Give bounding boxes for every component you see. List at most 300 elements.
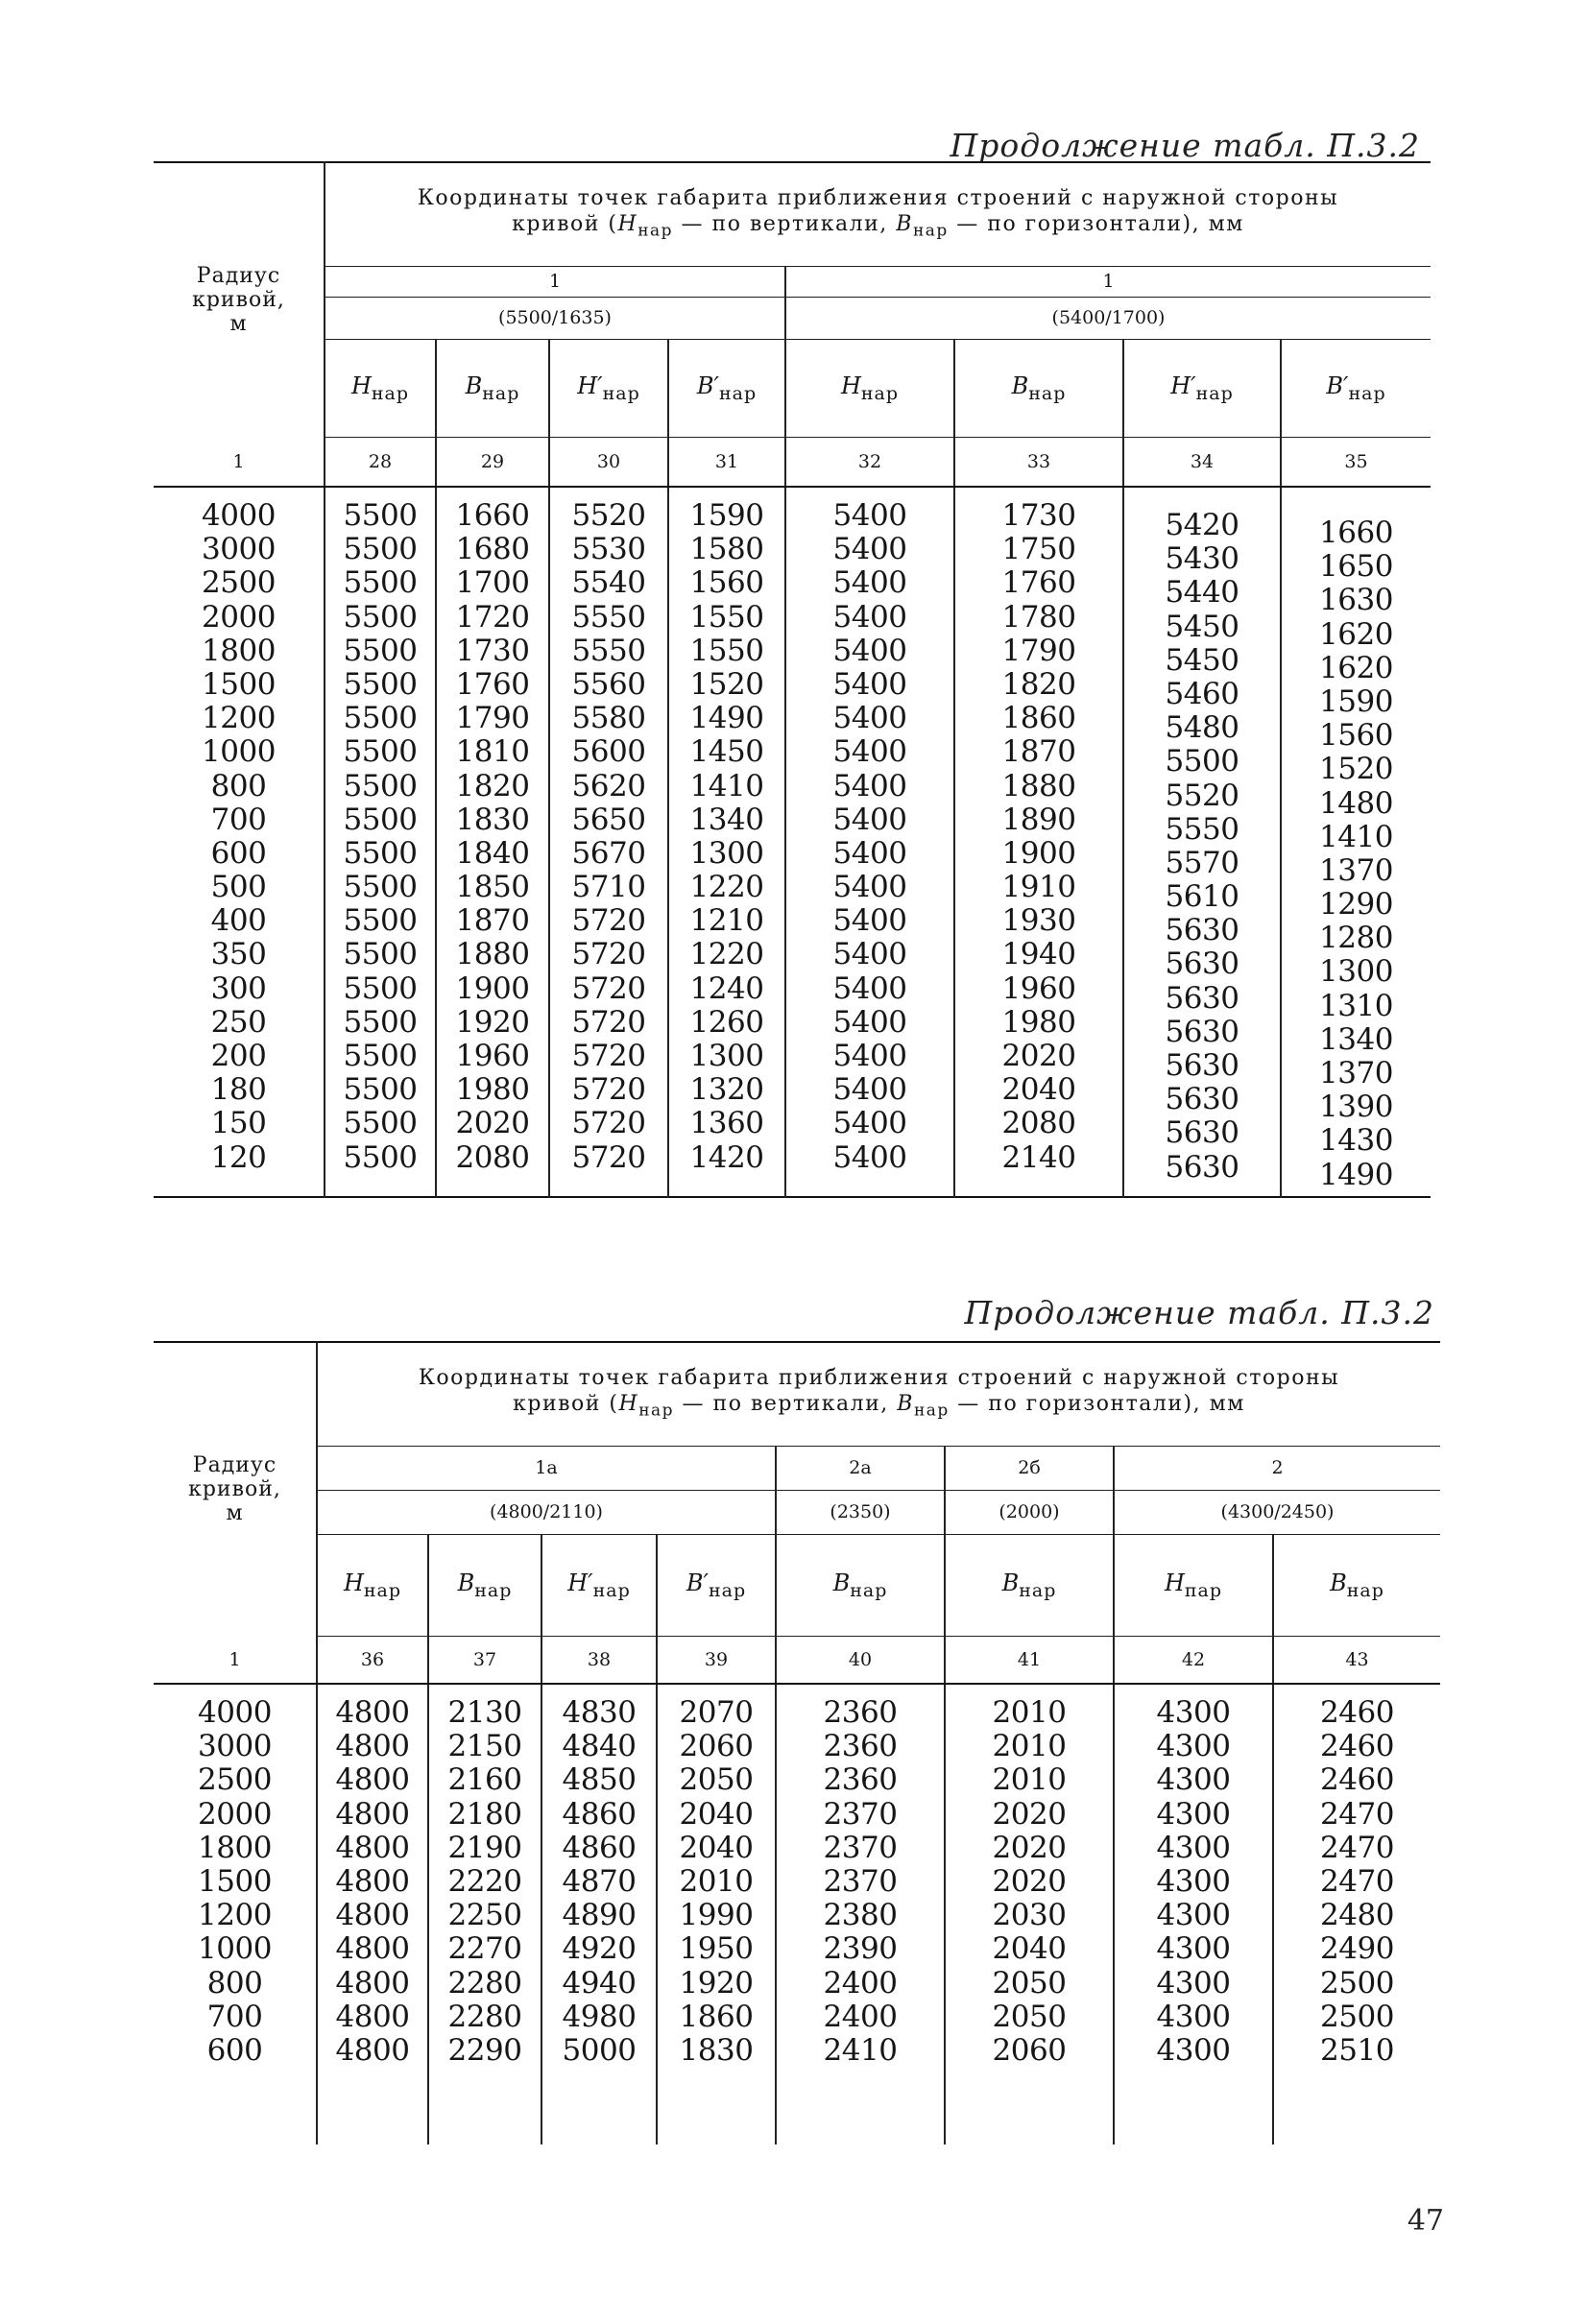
table-cell: 4300 (1156, 1965, 1231, 2001)
table2-sym-40: $B_{нар}$ (776, 1534, 945, 1636)
table2-radius-header: Радиус кривой, м (188, 1453, 281, 1525)
table2-group-2b-dims: (2000) (945, 1490, 1114, 1534)
table-cell: 1000 (198, 1931, 272, 1967)
table-cell: 1310 (1319, 988, 1393, 1023)
table1-caption: Продолжение табл. П.3.2 (950, 127, 1420, 164)
table-cell: 1990 (679, 1898, 754, 1933)
table-cell: 2500 (1320, 1965, 1394, 2001)
table-cell: 1960 (1001, 970, 1076, 1006)
table1-radius-header: Радиус кривой, м (192, 264, 285, 336)
table1-sym-30: $H'_{нар}$ (549, 339, 668, 437)
table-cell: 4300 (1156, 1796, 1231, 1832)
table-cell: 1320 (689, 1072, 764, 1108)
table-cell: 1780 (1001, 599, 1076, 635)
table-cell: 400 (210, 903, 267, 939)
table1-number-row (154, 437, 1431, 487)
table-cell: 2190 (447, 1830, 522, 1865)
table-cell: 1520 (689, 666, 764, 702)
table-cell: 4860 (562, 1796, 637, 1832)
table-cell: 1300 (689, 835, 764, 871)
table-cell: 5420 (1165, 508, 1239, 542)
table-cell: 4800 (335, 1762, 410, 1798)
table-cell: 2460 (1320, 1762, 1394, 1798)
table1-num-31: 31 (668, 437, 785, 487)
table-cell: 5720 (571, 903, 646, 939)
table-cell: 2460 (1320, 1729, 1394, 1764)
table-cell: 4300 (1156, 1830, 1231, 1865)
table-cell: 5500 (343, 666, 418, 702)
table2-number-row (154, 1636, 1440, 1684)
table2-group-1a-dims: (4800/2110) (317, 1490, 776, 1534)
table-cell: 5650 (571, 802, 646, 837)
table-cell: 5520 (1165, 778, 1239, 813)
table-cell: 1580 (689, 532, 764, 567)
table-cell: 4850 (562, 1762, 637, 1798)
table2-radius-col (154, 1684, 317, 2144)
table-cell: 2400 (823, 1999, 898, 2034)
table-cell: 4940 (562, 1965, 637, 2001)
table2-col-41 (945, 1684, 1114, 2144)
table-cell: 1760 (455, 666, 530, 702)
table-cell: 1550 (689, 599, 764, 635)
table-cell: 2290 (447, 2032, 522, 2068)
table-cell: 5500 (343, 835, 418, 871)
table-cell: 5570 (1165, 845, 1239, 880)
table-cell: 2040 (679, 1830, 754, 1865)
table-cell: 2410 (823, 2032, 898, 2068)
table-cell: 1240 (689, 970, 764, 1006)
table1-col-30 (549, 487, 668, 1197)
table-cell: 300 (210, 970, 267, 1006)
table-cell: 1420 (689, 1139, 764, 1175)
table2-group-2b-name: 2б (945, 1446, 1114, 1490)
table2-symbol-row (154, 1534, 1440, 1636)
table-cell: 1280 (1319, 921, 1393, 956)
table-cell: 1900 (455, 970, 530, 1006)
table-cell: 5400 (832, 701, 907, 736)
table-cell: 2020 (992, 1863, 1067, 1899)
table-cell: 2060 (992, 2032, 1067, 2068)
table2-sym-43: $B_{нар}$ (1273, 1534, 1440, 1636)
table-cell: 2010 (679, 1863, 754, 1899)
table-cell: 5400 (832, 802, 907, 837)
table-cell: 2030 (992, 1898, 1067, 1933)
table-cell: 1850 (455, 870, 530, 905)
table-cell: 1370 (1319, 852, 1393, 888)
table2-group-2a-name: 2а (776, 1446, 945, 1490)
table-cell: 4800 (335, 1729, 410, 1764)
table2-group-2-dims: (4300/2450) (1114, 1490, 1440, 1534)
table-cell: 4800 (335, 1830, 410, 1865)
table-cell: 2250 (447, 1898, 522, 1933)
table-cell: 1200 (198, 1898, 272, 1933)
table-cell: 1930 (1001, 903, 1076, 939)
table-cell: 1220 (689, 870, 764, 905)
table2-title-line2: кривой ($H_{нар}$ — по вертикали, $B_{нар}$ — по горизонтали), мм (513, 1391, 1245, 1420)
table1-group-1-dims: (5500/1635) (325, 297, 785, 339)
table1-col-34 (1123, 487, 1281, 1197)
table2-group-1a-name: 1а (317, 1446, 776, 1490)
table-cell: 5550 (571, 633, 646, 668)
table2-num-43: 43 (1273, 1636, 1440, 1684)
table-cell: 1910 (1001, 870, 1076, 905)
table1-num-28: 28 (325, 437, 436, 487)
table-cell: 5720 (571, 1072, 646, 1108)
table1-sym-32: $H_{нар}$ (785, 339, 954, 437)
table-cell: 1410 (1319, 819, 1393, 854)
table2-num-41: 41 (945, 1636, 1114, 1684)
table1-sym-34: $H'_{нар}$ (1123, 339, 1281, 437)
table2-num-36: 36 (317, 1636, 428, 1684)
table-cell: 2150 (447, 1729, 522, 1764)
table-cell: 2500 (202, 565, 276, 601)
table-cell: 1870 (1001, 734, 1076, 770)
table-cell: 1790 (1001, 633, 1076, 668)
table-cell: 4870 (562, 1863, 637, 1899)
table-cell: 4300 (1156, 1762, 1231, 1798)
table1-num-34: 34 (1123, 437, 1281, 487)
table1-col-32 (785, 487, 954, 1197)
table1-col-35 (1281, 487, 1431, 1197)
table1-symbol-row (154, 339, 1431, 437)
table-cell: 4300 (1156, 1729, 1231, 1764)
table-cell: 5670 (571, 835, 646, 871)
table-cell: 5630 (1165, 946, 1239, 982)
table-cell: 5530 (571, 532, 646, 567)
table-cell: 1790 (455, 701, 530, 736)
page-number: 47 (1407, 2204, 1444, 2238)
table-cell: 1300 (1319, 954, 1393, 990)
table-cell: 1290 (1319, 887, 1393, 922)
table-cell: 2280 (447, 1965, 522, 2001)
table-cell: 5720 (571, 937, 646, 972)
table2-num-1: 1 (154, 1636, 317, 1684)
table-cell: 5720 (571, 1106, 646, 1141)
table-cell: 5500 (343, 768, 418, 803)
table2-group-2a-dims: (2350) (776, 1490, 945, 1534)
table-cell: 4980 (562, 1999, 637, 2034)
table-cell: 2020 (455, 1106, 530, 1141)
table-cell: 5720 (571, 1039, 646, 1073)
table-cell: 2140 (1001, 1139, 1076, 1175)
table-cell: 4000 (198, 1695, 272, 1730)
table-cell: 2460 (1320, 1695, 1394, 1730)
table1-title: Координаты точек габарита приближения строений с наружной стороны кривой ($H_{нар}$ — по вертикали, $B_{нар}$ — по горизонтали), мм (325, 162, 1431, 266)
table-cell: 5430 (1165, 541, 1239, 577)
table-cell: 2160 (447, 1762, 522, 1798)
table-cell: 2080 (455, 1139, 530, 1175)
table-cell: 1870 (455, 903, 530, 939)
table-cell: 120 (210, 1139, 267, 1175)
table1-num-35: 35 (1281, 437, 1431, 487)
table-cell: 5520 (571, 498, 646, 533)
table1-num-32: 32 (785, 437, 954, 487)
table-cell: 1590 (1319, 683, 1393, 719)
table-cell: 2360 (823, 1729, 898, 1764)
table-cell: 5400 (832, 970, 907, 1006)
table-cell: 5400 (832, 1106, 907, 1141)
table-cell: 5450 (1165, 609, 1239, 644)
table1-num-1: 1 (154, 437, 325, 487)
table-cell: 1000 (202, 734, 276, 770)
table-cell: 1820 (455, 768, 530, 803)
table-cell: 1720 (455, 599, 530, 635)
table-cell: 5480 (1165, 710, 1239, 746)
table-cell: 5400 (832, 633, 907, 668)
table-cell: 4800 (335, 1965, 410, 2001)
table-cell: 5630 (1165, 1048, 1239, 1083)
table-cell: 5400 (832, 937, 907, 972)
table-cell: 2040 (1001, 1072, 1076, 1108)
table-cell: 800 (206, 1965, 263, 2001)
table-cell: 1860 (1001, 701, 1076, 736)
table-cell: 2280 (447, 1999, 522, 2034)
table-cell: 1200 (202, 701, 276, 736)
table-cell: 4300 (1156, 1898, 1231, 1933)
table2-num-38: 38 (541, 1636, 657, 1684)
table-cell: 3000 (202, 532, 276, 567)
table-cell: 4000 (202, 498, 276, 533)
table-cell: 5400 (832, 1004, 907, 1040)
table-cell: 5630 (1165, 980, 1239, 1016)
table2-num-37: 37 (428, 1636, 541, 1684)
table-cell: 5500 (343, 532, 418, 567)
table-cell: 4300 (1156, 1931, 1231, 1967)
table-cell: 5630 (1165, 1014, 1239, 1049)
table-cell: 2050 (679, 1762, 754, 1798)
table-cell: 1590 (689, 498, 764, 533)
table-cell: 5400 (832, 768, 907, 803)
table2-col-40 (776, 1684, 945, 2144)
table1-col-29 (436, 487, 549, 1197)
table-cell: 5500 (343, 565, 418, 601)
table-cell: 4300 (1156, 1863, 1231, 1899)
table-cell: 5710 (571, 870, 646, 905)
table-cell: 2010 (992, 1695, 1067, 1730)
table-cell: 5500 (343, 498, 418, 533)
table-cell: 250 (210, 1004, 267, 1040)
table-cell: 5500 (343, 701, 418, 736)
table-cell: 4800 (335, 1898, 410, 1933)
table2-col-39 (657, 1684, 776, 2144)
table2-sym-42: $H_{пар}$ (1114, 1534, 1273, 1636)
table-cell: 1960 (455, 1039, 530, 1073)
table-cell: 1750 (1001, 532, 1076, 567)
table-cell: 2470 (1320, 1830, 1394, 1865)
table-cell: 1830 (679, 2032, 754, 2068)
table-cell: 2480 (1320, 1898, 1394, 1933)
table-cell: 2470 (1320, 1796, 1394, 1832)
table1-sym-31: $B'_{нар}$ (668, 339, 785, 437)
table-cell: 5500 (343, 937, 418, 972)
table-cell: 5500 (343, 599, 418, 635)
table-cell: 2370 (823, 1863, 898, 1899)
table-cell: 5630 (1165, 1082, 1239, 1117)
table-cell: 5540 (571, 565, 646, 601)
table-cell: 1220 (689, 937, 764, 972)
table-cell: 5500 (343, 734, 418, 770)
table-cell: 4920 (562, 1931, 637, 1967)
table-cell: 2010 (992, 1729, 1067, 1764)
table-cell: 5400 (832, 870, 907, 905)
table2-col-38 (541, 1684, 657, 2144)
table-cell: 5720 (571, 970, 646, 1006)
table-cell: 1980 (1001, 1004, 1076, 1040)
table-cell: 2220 (447, 1863, 522, 1899)
table2-caption: Продолжение табл. П.3.2 (964, 1294, 1434, 1331)
table-cell: 1430 (1319, 1123, 1393, 1159)
table-cell: 2020 (992, 1830, 1067, 1865)
table2-num-42: 42 (1114, 1636, 1273, 1684)
table1-sym-28: $H_{нар}$ (325, 339, 436, 437)
table2-sym-36: $H_{нар}$ (317, 1534, 428, 1636)
table-cell: 180 (210, 1072, 267, 1108)
table-cell: 1730 (455, 633, 530, 668)
table1-num-30: 30 (549, 437, 668, 487)
table-cell: 150 (210, 1106, 267, 1141)
table-cell: 1300 (689, 1039, 764, 1073)
table-cell: 1840 (455, 835, 530, 871)
table-cell: 1880 (455, 937, 530, 972)
table-cell: 1500 (198, 1863, 272, 1899)
table-cell: 1890 (1001, 802, 1076, 837)
table-cell: 1830 (455, 802, 530, 837)
table-cell: 2080 (1001, 1106, 1076, 1141)
table-cell: 4300 (1156, 1695, 1231, 1730)
table-cell: 1490 (689, 701, 764, 736)
table-cell: 5500 (343, 1004, 418, 1040)
table-cell: 5440 (1165, 575, 1239, 611)
table-cell: 2500 (1320, 1999, 1394, 2034)
table-cell: 1620 (1319, 616, 1393, 652)
table2-sym-38: $H'_{нар}$ (541, 1534, 657, 1636)
table-cell: 2270 (447, 1931, 522, 1967)
table-cell: 5500 (343, 870, 418, 905)
table-cell: 5620 (571, 768, 646, 803)
table-cell: 600 (210, 835, 267, 871)
table-cell: 5580 (571, 701, 646, 736)
table-cell: 1920 (679, 1965, 754, 2001)
table-cell: 4800 (335, 2032, 410, 2068)
table-cell: 5500 (343, 1072, 418, 1108)
table-cell: 5630 (1165, 1149, 1239, 1185)
table-cell: 2040 (679, 1796, 754, 1832)
table-cell: 5400 (832, 532, 907, 567)
table-cell: 1660 (1319, 515, 1393, 550)
table-cell: 1660 (455, 498, 530, 533)
table-cell: 2050 (992, 1999, 1067, 2034)
table-cell: 500 (210, 870, 267, 905)
table2 (154, 1341, 1440, 2144)
table-cell: 5400 (832, 498, 907, 533)
table1-title-line2: кривой ($H_{нар}$ — по вертикали, $B_{нар}$ — по горизонтали), мм (512, 211, 1244, 240)
table-cell: 700 (210, 802, 267, 837)
table-cell: 1680 (455, 532, 530, 567)
table-cell: 1920 (455, 1004, 530, 1040)
table1-col-28 (325, 487, 436, 1197)
table-cell: 5630 (1165, 913, 1239, 948)
table1-body (154, 487, 1431, 1197)
table2-col-42 (1114, 1684, 1273, 2144)
table-cell: 5630 (1165, 1115, 1239, 1151)
table2-num-39: 39 (657, 1636, 776, 1684)
table-cell: 5400 (832, 1139, 907, 1175)
table-cell: 2060 (679, 1729, 754, 1764)
table-cell: 1900 (1001, 835, 1076, 871)
table-cell: 3000 (198, 1729, 272, 1764)
table-cell: 2020 (1001, 1039, 1076, 1073)
table-cell: 1950 (679, 1931, 754, 1967)
table-cell: 1490 (1319, 1157, 1393, 1192)
table-cell: 5610 (1165, 879, 1239, 915)
table-cell: 1980 (455, 1072, 530, 1108)
table-cell: 4890 (562, 1898, 637, 1933)
table-cell: 5400 (832, 565, 907, 601)
table-cell: 1880 (1001, 768, 1076, 803)
table2-body (154, 1684, 1440, 2144)
table-cell: 5500 (1165, 744, 1239, 779)
table-cell: 2130 (447, 1695, 522, 1730)
table-cell: 4800 (335, 1863, 410, 1899)
table1-col-31 (668, 487, 785, 1197)
table-cell: 4300 (1156, 1999, 1231, 2034)
table-cell: 700 (206, 1999, 263, 2034)
table-cell: 2510 (1320, 2032, 1394, 2068)
table-cell: 1620 (1319, 650, 1393, 685)
table-cell: 1500 (202, 666, 276, 702)
table2-col-37 (428, 1684, 541, 2144)
table-cell: 5400 (832, 734, 907, 770)
table-cell: 1560 (1319, 718, 1393, 754)
table-cell: 1760 (1001, 565, 1076, 601)
table-cell: 5550 (1165, 811, 1239, 847)
table-cell: 1450 (689, 734, 764, 770)
table-cell: 1800 (198, 1830, 272, 1865)
table-cell: 800 (210, 768, 267, 803)
table-cell: 2380 (823, 1898, 898, 1933)
table-cell: 4800 (335, 1999, 410, 2034)
table-cell: 4860 (562, 1830, 637, 1865)
table-cell: 5000 (562, 2032, 637, 2068)
table-cell: 5400 (832, 1039, 907, 1073)
table-cell: 2490 (1320, 1931, 1394, 1967)
table2-col-36 (317, 1684, 428, 2144)
table-cell: 2070 (679, 1695, 754, 1730)
table-cell: 2500 (198, 1762, 272, 1798)
table-cell: 2000 (198, 1796, 272, 1832)
table-cell: 1480 (1319, 785, 1393, 821)
table1 (154, 161, 1431, 1198)
table-cell: 5720 (571, 1139, 646, 1175)
table1-sym-35: $B'_{нар}$ (1281, 339, 1431, 437)
table-cell: 4800 (335, 1931, 410, 1967)
table-cell: 1340 (689, 802, 764, 837)
table1-sym-29: $B_{нар}$ (436, 339, 549, 437)
table-cell: 5500 (343, 903, 418, 939)
table1-group-2-dims: (5400/1700) (785, 297, 1431, 339)
table-cell: 5400 (832, 666, 907, 702)
table-cell: 4300 (1156, 2032, 1231, 2068)
table-cell: 5600 (571, 734, 646, 770)
table-cell: 4800 (335, 1796, 410, 1832)
table-cell: 5550 (571, 599, 646, 635)
table1-num-29: 29 (436, 437, 549, 487)
table-cell: 1940 (1001, 937, 1076, 972)
table2-title: Координаты точек габарита приближения строений с наружной стороны кривой ($H_{нар}$ — по вертикали, $B_{нар}$ — по горизонтали), мм (317, 1342, 1440, 1446)
table-cell: 4830 (562, 1695, 637, 1730)
table2-sym-37: $B_{нар}$ (428, 1534, 541, 1636)
table-cell: 1810 (455, 734, 530, 770)
